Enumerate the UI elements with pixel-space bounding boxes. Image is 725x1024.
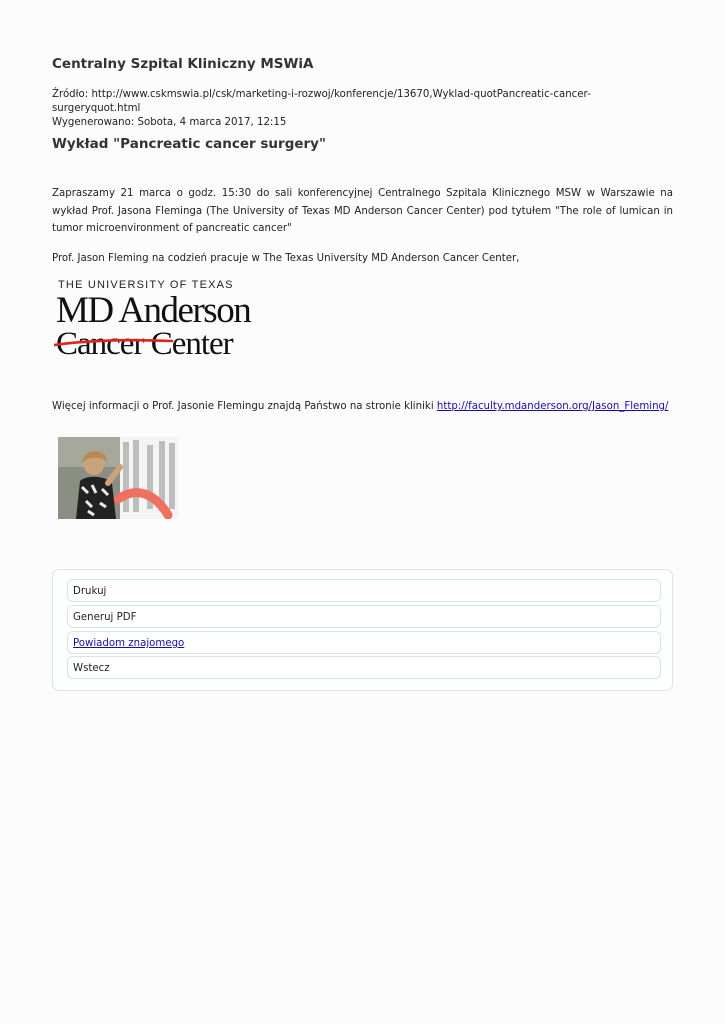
more-info-text: Więcej informacji o Prof. Jasonie Flemingu znajdą Państwo na stronie kliniki [52, 401, 437, 412]
article-title: Wykład "Pancreatic cancer surgery" [52, 136, 327, 152]
article-paragraph-intro: Zapraszamy 21 marca o godz. 15:30 do sali konferencyjnej Centralnego Szpitala Klinicznego MSW w Warszawie na wykład Prof. Jasona Fleminga (The University of Texas MD Anderson Cancer Center) pod tytułem "The role of lumican in tumor microenvironment of pancreatic cancer" [52, 188, 673, 234]
site-title: Centralny Szpital Kliniczny MSWiA [52, 56, 314, 72]
logo-word-center: Center [143, 326, 233, 358]
print-button[interactable]: Drukuj [67, 579, 661, 602]
faculty-page-link[interactable]: http://faculty.mdanderson.org/Jason_Fleming/ [436, 401, 669, 412]
logo-line-md-anderson: MD Anderson [56, 290, 251, 331]
back-button[interactable]: Wstecz [67, 656, 661, 679]
article-paragraph-more-info [52, 398, 673, 416]
source-line: Źródło: http://www.cskmswia.pl/csk/marketing-i-rozwoj/konferencje/13670,Wyklad-quotPancreatic-cancer-surgeryquot.html [52, 89, 591, 114]
generate-pdf-button[interactable]: Generuj PDF [67, 605, 661, 628]
photo-illustration [58, 437, 178, 519]
document-meta [52, 88, 673, 130]
article-paragraph-affiliation: Prof. Jason Fleming na codzień pracuje w The Texas University MD Anderson Cancer Center, [52, 253, 520, 264]
notify-friend-link[interactable]: Powiadom znajomego [73, 638, 185, 649]
logo-word-cancer: Cancer [56, 326, 144, 358]
notify-friend-item [67, 631, 661, 654]
document-actions-panel [52, 569, 673, 691]
logo-line-university: THE UNIVERSITY OF TEXAS [58, 279, 234, 291]
generated-line: Wygenerowano: Sobota, 4 marca 2017, 12:15 [52, 117, 287, 128]
md-anderson-logo [54, 278, 284, 358]
article-photo[interactable] [58, 437, 178, 519]
